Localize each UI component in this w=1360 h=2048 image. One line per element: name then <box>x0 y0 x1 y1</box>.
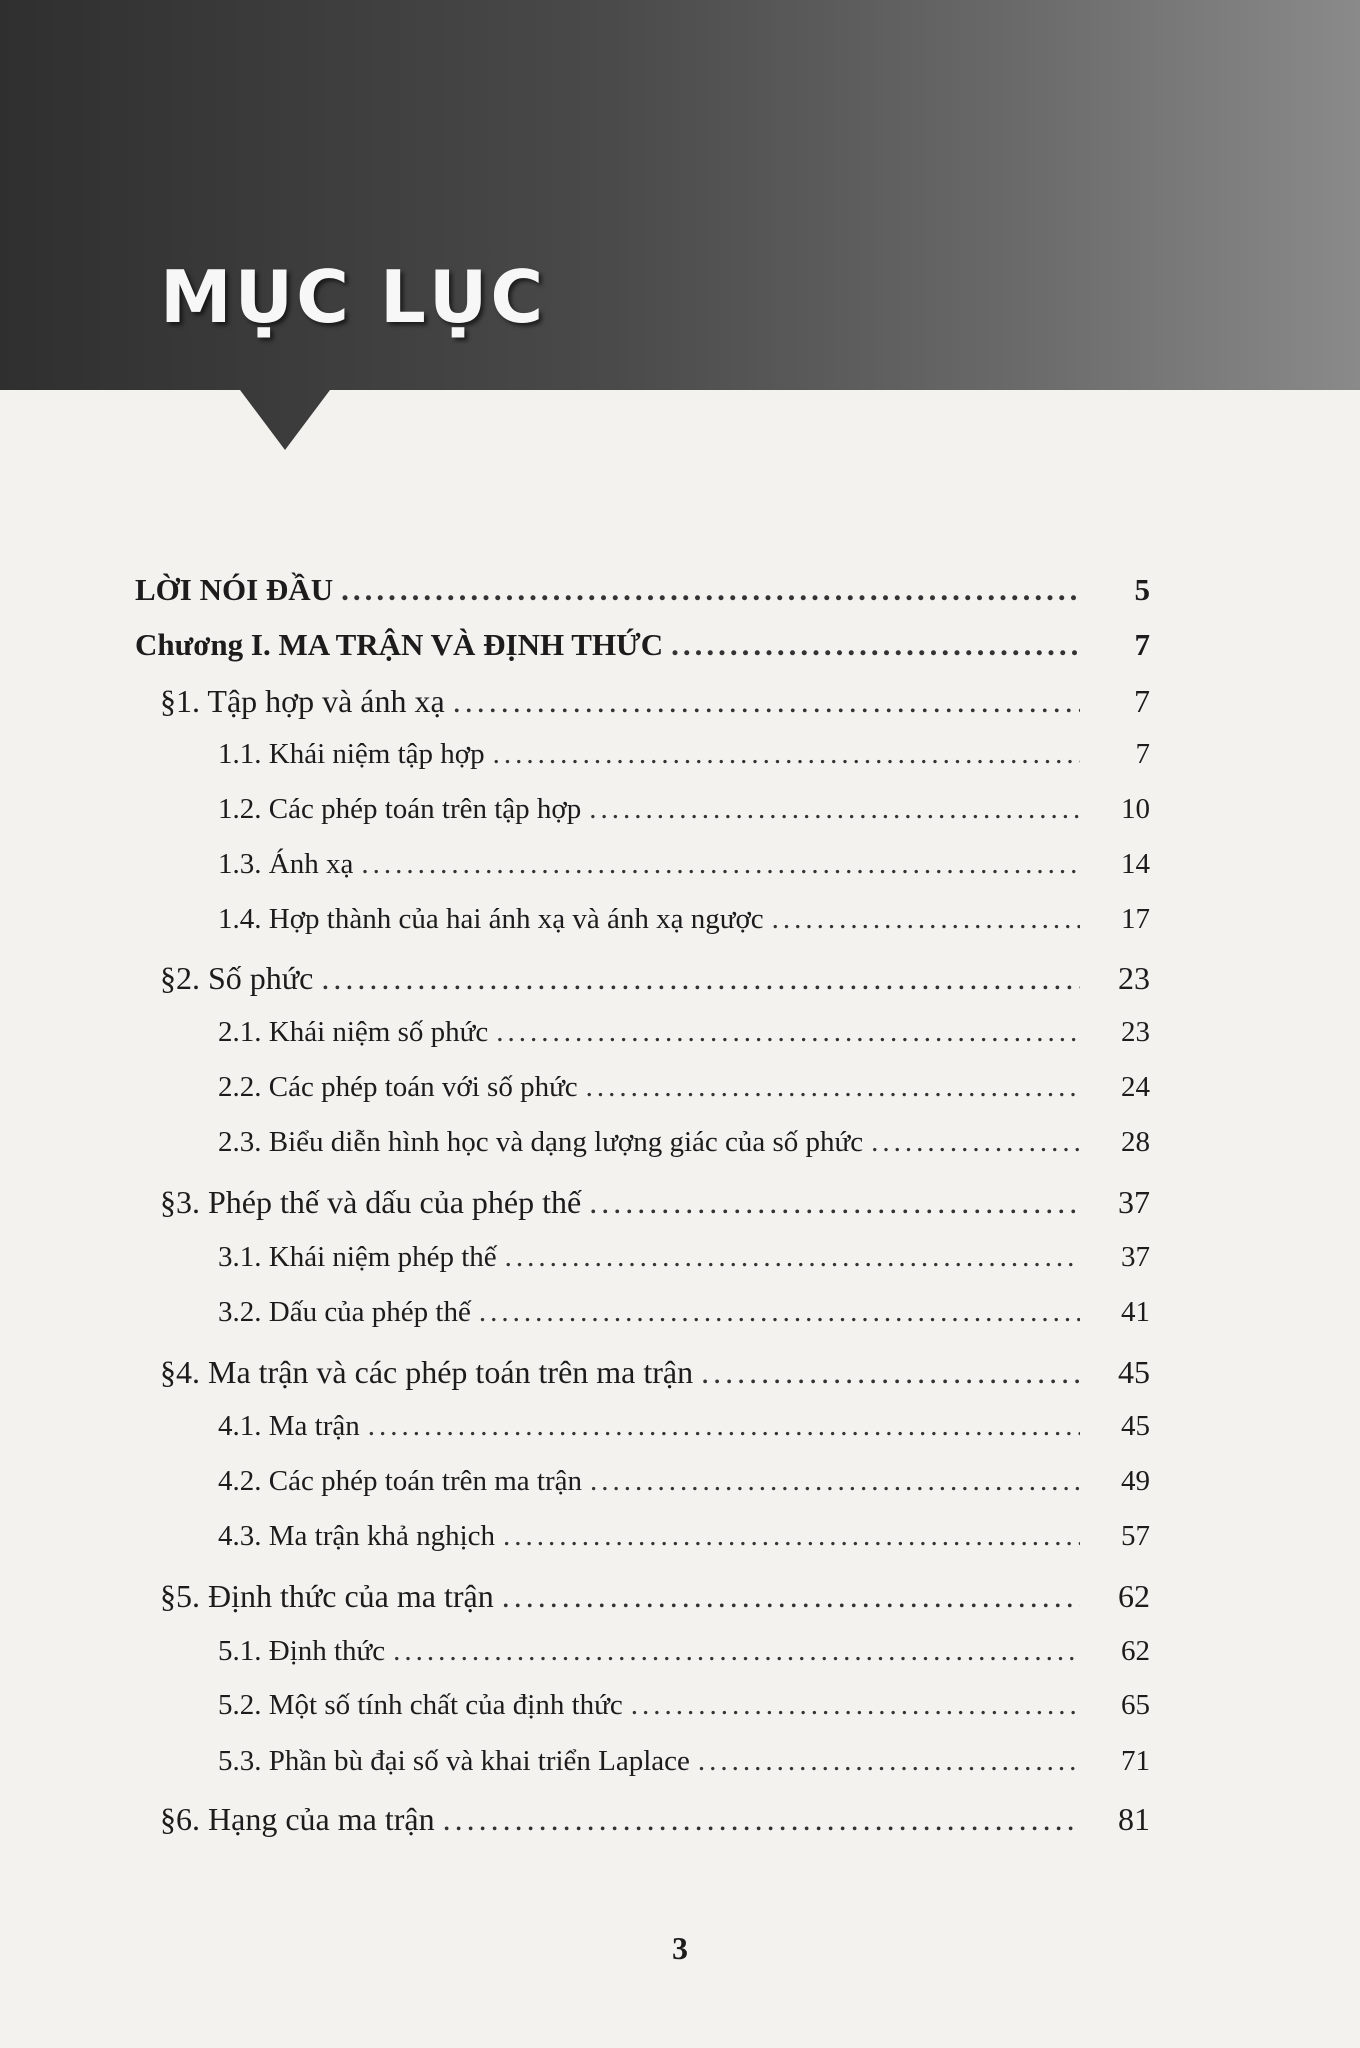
toc-leader-dots <box>479 1296 1080 1329</box>
toc-leader-dots <box>698 1745 1080 1778</box>
toc-entry <box>135 627 1150 671</box>
toc-entry-title: 5.3. Phần bù đại số và khai triển Laplace <box>218 1745 690 1777</box>
toc-leader-dots <box>590 1465 1080 1498</box>
toc-entry <box>218 1520 1150 1564</box>
toc-leader-dots <box>496 1016 1080 1049</box>
toc-entry <box>218 793 1150 837</box>
toc-entry-page: 7 <box>1134 627 1150 662</box>
toc-leader-dots <box>443 1801 1080 1838</box>
toc-leader-dots <box>393 1635 1080 1668</box>
toc-entry <box>160 960 1150 1004</box>
toc-entry-page: 65 <box>1121 1689 1150 1721</box>
toc-entry-title: §4. Ma trận và các phép toán trên ma trận <box>160 1354 694 1390</box>
toc-leader-dots <box>453 683 1080 720</box>
toc-entry-page: 5 <box>1134 572 1150 607</box>
toc-leader-dots <box>589 793 1080 826</box>
toc-entry-title: 3.2. Dấu của phép thế <box>218 1296 471 1328</box>
toc-leader-dots <box>503 1520 1080 1553</box>
toc-entry <box>218 848 1150 892</box>
toc-entry-title: §5. Định thức của ma trận <box>160 1578 494 1614</box>
toc-entry-title: 4.1. Ma trận <box>218 1410 360 1442</box>
page-number: 3 <box>672 1930 688 1966</box>
toc-entry-title: §2. Số phức <box>160 960 314 996</box>
toc-entry-page: 17 <box>1121 903 1150 935</box>
toc-entry-title: 1.1. Khái niệm tập hợp <box>218 738 485 770</box>
toc-entry-page: 62 <box>1118 1578 1150 1614</box>
toc-entry-title: 2.3. Biểu diễn hình học và dạng lượng giác của số phức <box>218 1126 864 1158</box>
toc-entry-title: 3.1. Khái niệm phép thế <box>218 1241 497 1273</box>
toc-entry-page: 28 <box>1121 1126 1150 1158</box>
toc-entry-title: LỜI NÓI ĐẦU <box>135 572 334 607</box>
toc-entry-page: 23 <box>1121 1016 1150 1048</box>
toc-leader-dots <box>631 1689 1080 1722</box>
toc-entry <box>218 1016 1150 1060</box>
toc-leader-dots <box>586 1071 1080 1104</box>
page-title: MỤC LỤC <box>160 255 547 339</box>
toc-entry <box>218 1745 1150 1789</box>
toc-entry <box>218 1465 1150 1509</box>
toc-entry <box>218 1296 1150 1340</box>
toc-entry <box>160 1354 1150 1398</box>
toc-entry-page: 10 <box>1121 793 1150 825</box>
toc-leader-dots <box>368 1410 1080 1443</box>
toc-entry-page: 37 <box>1118 1184 1150 1220</box>
toc-entry-page: 45 <box>1121 1410 1150 1442</box>
toc-entry <box>218 1241 1150 1285</box>
toc-entry <box>218 1126 1150 1170</box>
toc-entry-title: 1.4. Hợp thành của hai ánh xạ và ánh xạ ngược <box>218 903 764 935</box>
toc-entry-page: 37 <box>1121 1241 1150 1273</box>
toc-entry <box>135 572 1150 616</box>
toc-entry-page: 49 <box>1121 1465 1150 1497</box>
toc-entry-title: 1.2. Các phép toán trên tập hợp <box>218 793 582 825</box>
toc-entry-title: 5.2. Một số tính chất của định thức <box>218 1689 623 1721</box>
toc-leader-dots <box>589 1184 1080 1221</box>
toc-entry-title: 4.2. Các phép toán trên ma trận <box>218 1465 582 1497</box>
toc-entry-title: 5.1. Định thức <box>218 1635 386 1667</box>
toc-entry <box>160 1801 1150 1845</box>
toc-leader-dots <box>701 1354 1080 1391</box>
toc-leader-dots <box>493 738 1080 771</box>
toc-leader-dots <box>671 627 1080 663</box>
toc-entry-page: 57 <box>1121 1520 1150 1552</box>
toc-entry-page: 81 <box>1118 1801 1150 1837</box>
toc-entry-title: 2.2. Các phép toán với số phức <box>218 1071 578 1103</box>
toc-leader-dots <box>505 1241 1080 1274</box>
toc-leader-dots <box>871 1126 1080 1159</box>
toc-entry-title: Chương I. MA TRẬN VÀ ĐỊNH THỨC <box>135 627 664 662</box>
toc-entry-page: 23 <box>1118 960 1150 996</box>
toc-entry <box>160 1578 1150 1622</box>
toc-entry-page: 62 <box>1121 1635 1150 1667</box>
toc-entry <box>160 683 1150 727</box>
toc-entry <box>218 1410 1150 1454</box>
toc-entry-page: 41 <box>1121 1296 1150 1328</box>
header-banner <box>0 0 1360 450</box>
toc-leader-dots <box>321 960 1080 997</box>
toc-entry-title: §6. Hạng của ma trận <box>160 1801 435 1837</box>
toc-entry-page: 7 <box>1135 738 1150 770</box>
toc-entry <box>218 1689 1150 1733</box>
toc-entry-title: §1. Tập hợp và ánh xạ <box>160 683 445 719</box>
toc-entry <box>218 1635 1150 1679</box>
toc-leader-dots <box>502 1578 1080 1615</box>
toc-entry-page: 71 <box>1121 1745 1150 1777</box>
toc-entry <box>218 738 1150 782</box>
toc-entry <box>160 1184 1150 1228</box>
toc-leader-dots <box>341 572 1080 608</box>
toc-entry-page: 14 <box>1121 848 1150 880</box>
toc-entry-page: 24 <box>1121 1071 1150 1103</box>
toc-entry-title: 4.3. Ma trận khả nghịch <box>218 1520 496 1552</box>
toc-entry-title: 1.3. Ánh xạ <box>218 848 354 880</box>
toc-entry-page: 45 <box>1118 1354 1150 1390</box>
toc-entry <box>218 1071 1150 1115</box>
toc-entry-title: 2.1. Khái niệm số phức <box>218 1016 489 1048</box>
toc-leader-dots <box>361 848 1080 881</box>
toc-entry <box>218 903 1150 947</box>
toc-entry-title: §3. Phép thế và dấu của phép thế <box>160 1184 582 1220</box>
toc-entry-page: 7 <box>1134 683 1150 719</box>
toc-leader-dots <box>772 903 1080 936</box>
